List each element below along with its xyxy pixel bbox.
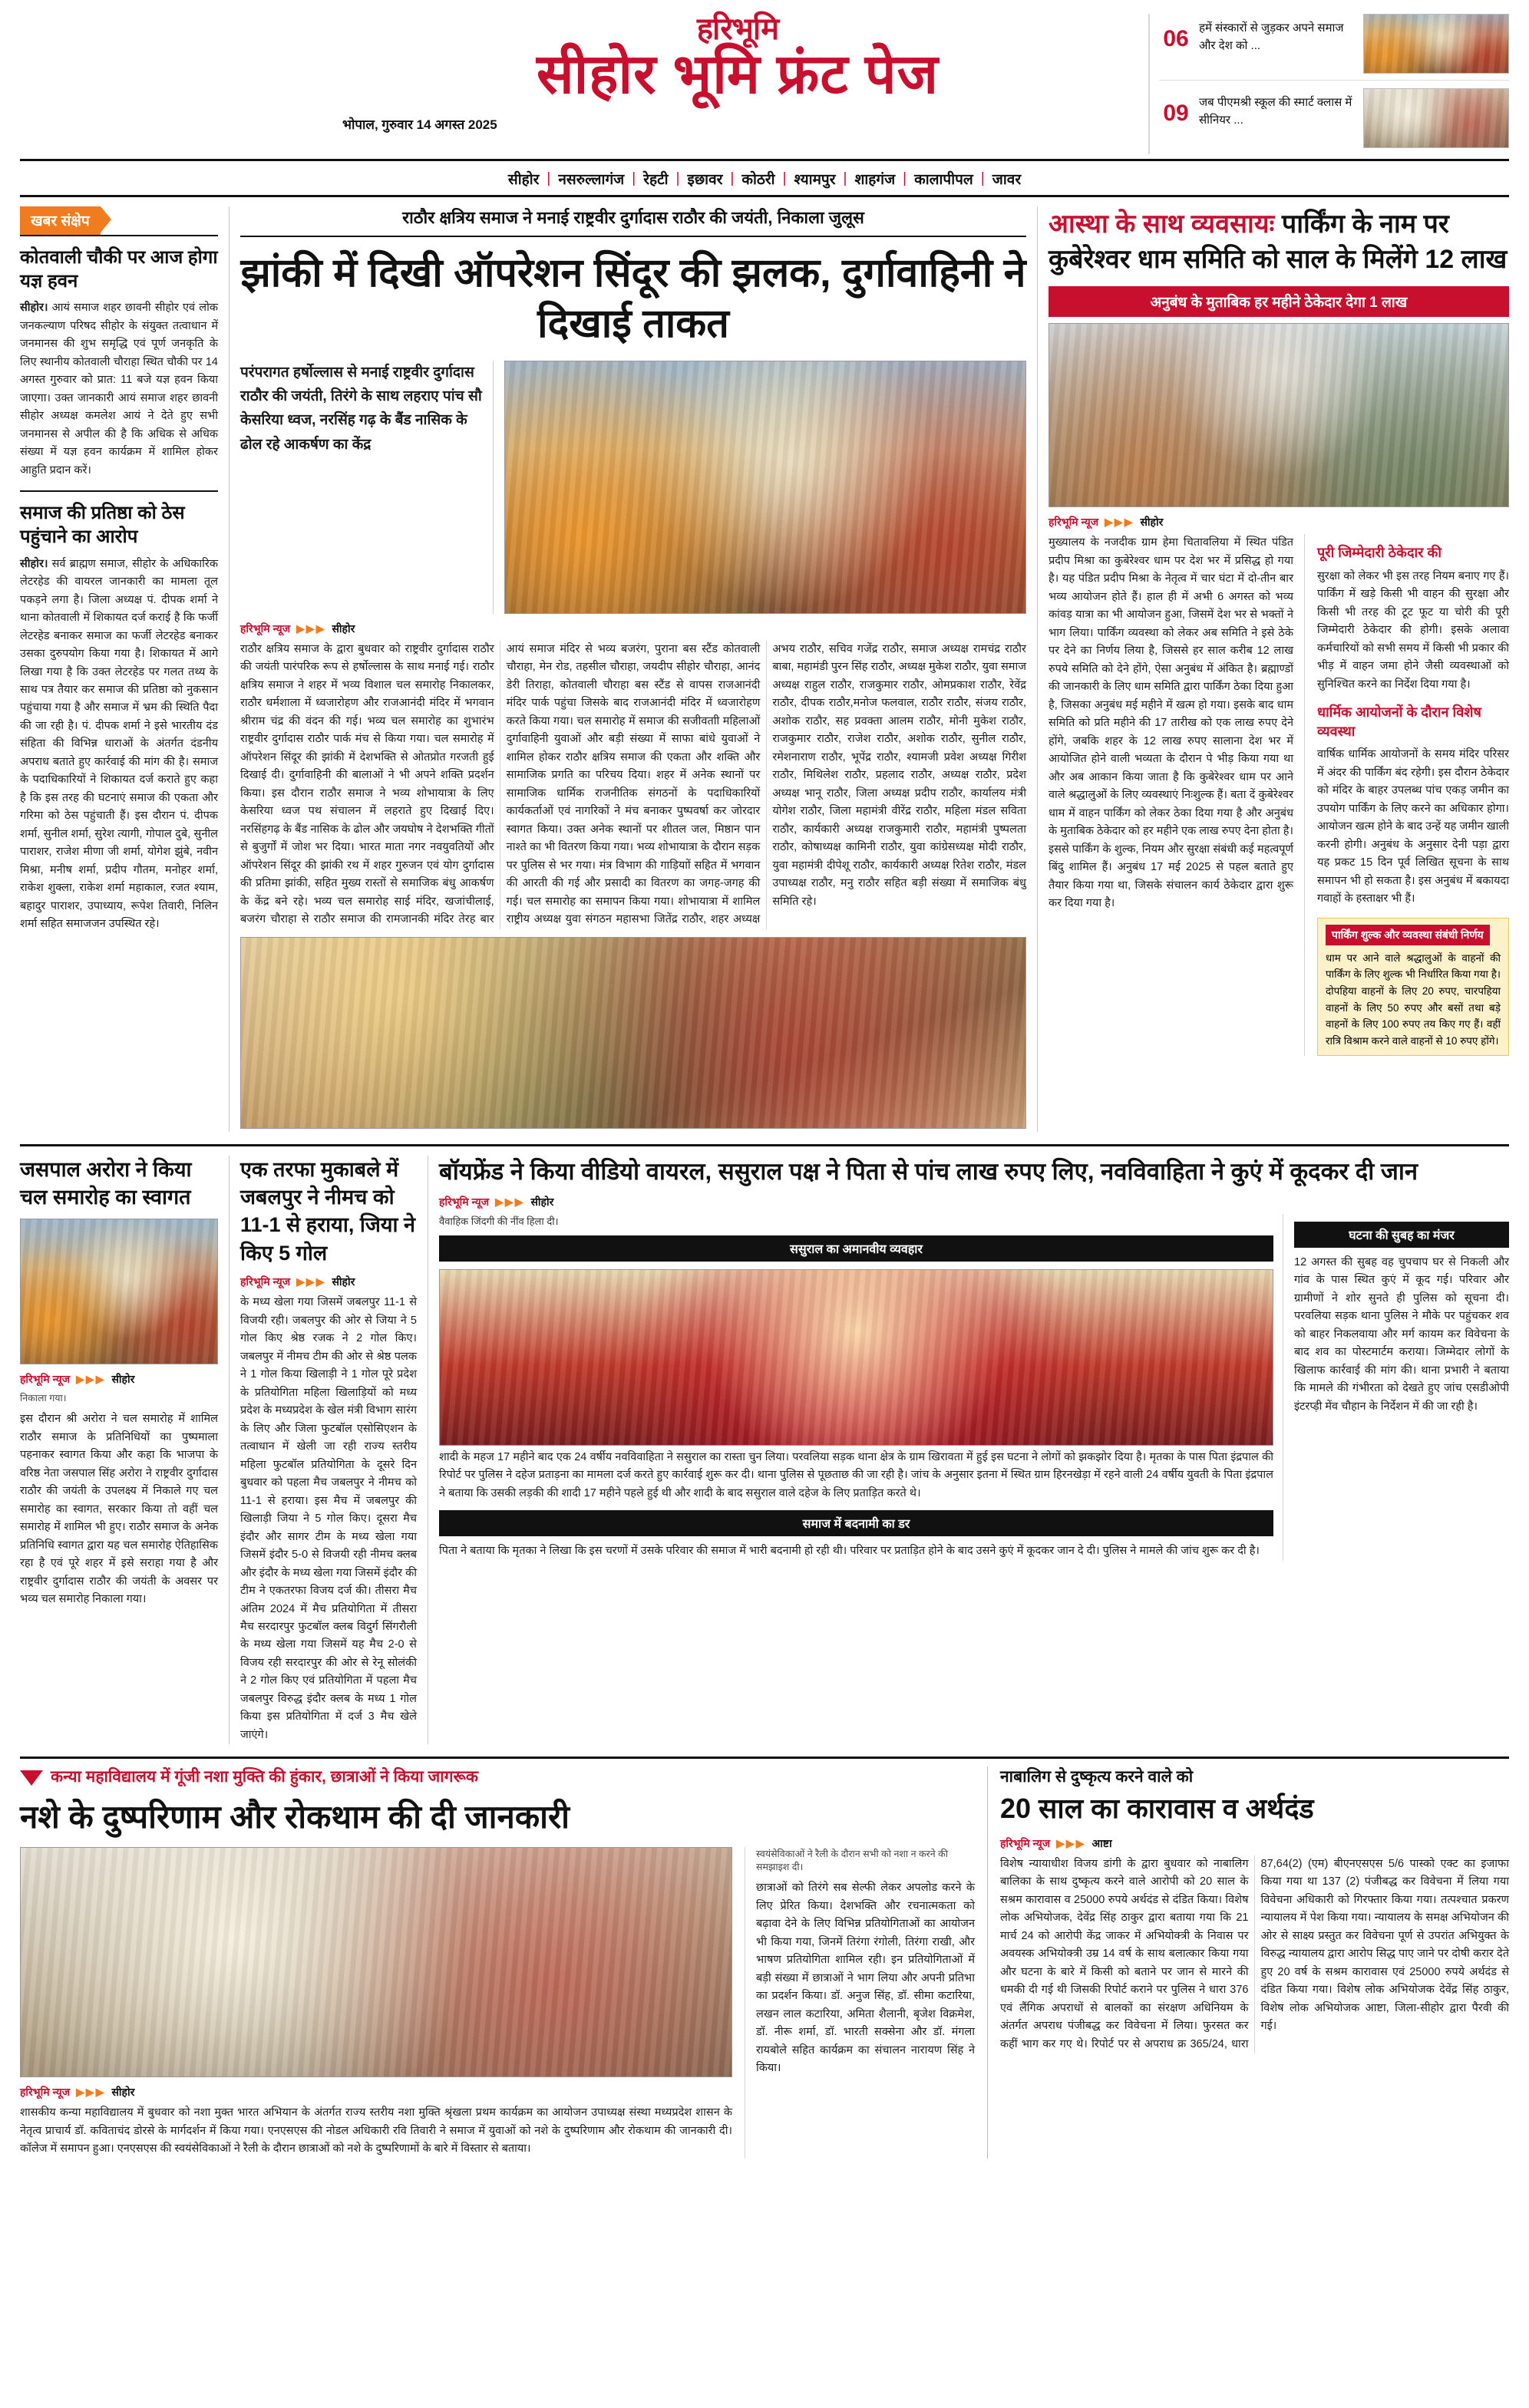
bride-sub2-head: समाज में बदनामी का डर (439, 1510, 1273, 1536)
masthead-promos (1148, 14, 1509, 154)
college-kicker-row (20, 1766, 975, 1788)
parking-sub1-head: पूरी जिम्मेदारी ठेकेदार की (1317, 545, 1442, 561)
dateline: भोपाल, गुरुवार 14 अगस्त 2025 (342, 117, 497, 132)
parking-fee-box (1317, 918, 1509, 1057)
byline-dots: ▶▶▶ (495, 1195, 525, 1208)
bride-body-row (439, 1214, 1509, 1561)
bride-sub3-head: घटना की सुबह का मंजर (1294, 1222, 1509, 1248)
edition-item[interactable]: जावर (992, 172, 1022, 188)
parking-story (1049, 206, 1509, 1132)
parking-red-strip: अनुबंध के मुताबिक हर महीने ठेकेदार देगा 1 लाख (1049, 286, 1509, 317)
edition-item[interactable]: शाहगंज (854, 172, 896, 188)
football-headline[interactable]: एक तरफा मुकाबले में जबलपुर ने नीमच को 11-1 से हराया, जिया ने किए 5 गोल (240, 1157, 415, 1265)
parking-sub1-body: सुरक्षा को लेकर भी इस तरह नियम बनाए गए हैं। पार्किंग में खड़े किसी भी वाहन की सुरक्षा और किसी भी तरह की टूट फूट या चोरी की पूरी जिम्मेदारी ठेकेदार की होगी। इसके अलावा कर्मचारियों को सभी समय में किसी भी प्रकार की भीड़ में वाहन जमा होने जैसी व्यवस्थाओं को सुनिश्चित करने का निर्देश दिया गया है। (1317, 569, 1509, 691)
divider (20, 235, 218, 236)
lead-photo-secondary (240, 937, 1026, 1129)
college-headline[interactable]: नशे के दुष्परिणाम और रोकथाम की दी जानकारी (20, 1798, 570, 1835)
promo-photo (1363, 14, 1509, 74)
byline-agency: हरिभूमि न्यूज (240, 1275, 291, 1288)
edition-strip (20, 161, 1509, 197)
bottom-band (20, 1757, 1509, 2158)
bride-sub1-head: ससुराल का अमानवीय व्यवहार (439, 1235, 1273, 1262)
parking-headline[interactable] (1049, 206, 1509, 277)
main-grid (20, 206, 1509, 1132)
byline-agency: हरिभूमि न्यूज (439, 1195, 490, 1208)
college-kicker: कन्या महाविद्यालय में गूंजी नशा मुक्ति की हुंकार, छात्राओं ने किया जागरूक (51, 1768, 478, 1786)
divider: | (547, 170, 551, 186)
bride-byline (439, 1195, 1509, 1209)
brief-place: सीहोर। (20, 557, 48, 570)
lead-standfirst: परंपरागत हर्षोल्लास से मनाई राष्ट्रवीर दुर्गादास राठौर की जयंती, तिरंगे के साथ लहराए पांच सौ केसरिया ध्वज, नरसिंह गढ़ के बैंड नासिक के ढोल रहे आकर्षण का केंद्र (240, 361, 494, 614)
parking-body-row (1049, 534, 1509, 1056)
college-story (20, 1766, 975, 2158)
edition-item[interactable]: श्यामपुर (794, 172, 836, 188)
byline-agency: हरिभूमि न्यूज (240, 622, 291, 635)
college-content-row (20, 1847, 975, 2158)
byline-place: सीहोर (332, 622, 355, 635)
football-body: के मध्य खेला गया जिसमें जबलपुर 11-1 से विजयी रही। जबलपुर की ओर से जिया ने 5 गोल किए श्रेष्ठ रजक ने 2 गोल किए। जबलपुर में नीमच टीम की ओर से श्रेष्ठ पलक ने 1 गोल किया खिलाड़ी ने 1 गोल पूरे प्रदेश के प्रतियोगिता महिला खिलाड़ियों को मध्य प्रदेश के मध्यप्रदेश के खेल मंत्री विभाग सारंग के लिए और जिला फुटबॉल एसोसिएशन के तत्वाधान में खेली जा रही राज्य स्तरीय महिला फुटबॉल प्रतियोगिता के दूसरे दिन बुधवार को पहला मैच जबलपुर ने नीमच को 11-1 से हराया। इस मैच में जबलपुर की खिलाड़ी जिया ने 5 गोल किए। दूसरा मैच इंदौर और सागर टीम के मध्य खेला गया जिसमें इंदौर 5-0 से विजयी रही नीमच क्लब और इंदौर के मध्य खेला गया जिसमें इंदौर की टीम ने एकतरफा विजय दर्ज की। तीसरा मैच अंतिम 2024 में मैच प्रतियोगिता में तीसरा मैच सरदारपुर फुटबॉल क्लब विदुर्ग सिंगरौली के मध्य खेला गया जिसमें यह मैच 2-0 से विजय रही सरदारपुर की ओर से रेनू सोलंकी ने 2 गोल किए एवं प्रतियोगिता में पहला मैच जबलपुर विरुद्ध इंदौर क्लब के मध्य 1 गोल किया इस प्रतियोगिता में दर्ज 3 मैच खेले जाएंगे। (240, 1296, 417, 1741)
byline-agency: हरिभूमि न्यूज (20, 2086, 71, 2099)
byline-agency: हरिभूमि न्यूज (1049, 516, 1099, 529)
divider (20, 490, 218, 492)
bride-col-1 (439, 1214, 1283, 1561)
college-col-1 (20, 1847, 732, 2158)
bride-body-2: पिता ने बताया कि मृतका ने लिखा कि इस चरणों में उसके परिवार की समाज में भारी बदनामी हो रही थी। परिवार पर प्रताड़ित होने के बाद उसने कुएं में कूदकर जान दे दी। पुलिस ने मामले की जांच शुरू कर दी है। (439, 1545, 1260, 1558)
byline-place: आष्टा (1091, 1836, 1112, 1849)
page-title: सीहोर भूमि फ्रंट पेज (536, 44, 940, 105)
triangle-marker-icon (20, 1770, 43, 1786)
edition-item[interactable]: रेहटी (643, 172, 669, 188)
brief-place: सीहोर। (20, 302, 48, 315)
byline-agency: हरिभूमि न्यूज (1000, 1836, 1051, 1849)
bride-lead: वैवाहिक जिंदगी की नींव हिला दी। (439, 1215, 559, 1227)
football-story (240, 1156, 417, 1745)
promo-photo (1363, 88, 1509, 148)
parking-headline-rest: पार्किंग के नाम पर कुबेरेश्वर धाम समिति को साल के मिलेंगे 12 लाख (1049, 209, 1508, 275)
byline-place: सीहोर (111, 1373, 135, 1386)
lead-photo (504, 361, 1026, 614)
byline-place: सीहोर (111, 2086, 135, 2099)
college-body-2: छात्राओं को तिरंगे सब सेल्फी लेकर अपलोड करने के लिए प्रेरित किया। देशभक्ति और रचनात्मकता को बढ़ावा देने के लिए विभिन्न प्रतियोगिताओं का आयोजन भी किया गया, जिनमें तिरंगा रंगोली, तिरंगा राखी, और भाषण प्रतियोगिता शामिल रही। इन प्रतियोगिताओं में बड़ी संख्या में छात्राओं ने भाग लिया और अपनी प्रतिभा का प्रदर्शन किया। डॉ. अनुज सिंह, डॉ. सीमा कटारिया, लखन लाल कटारिया, अमिता शैलानी, बृजेश विक्रमेश, डॉ. नीरू शर्मा, डॉ. भारती सक्सेना और डॉ. मंगला रायबोले सहित कार्यक्रम का संचालन नारायण सिंह ने किया। (756, 1882, 975, 2075)
football-byline (240, 1275, 417, 1289)
jaspal-headline[interactable]: जसपाल अरोरा ने किया चल समारोह का स्वागत (20, 1157, 192, 1209)
byline-dots: ▶▶▶ (296, 622, 326, 635)
bride-story (439, 1156, 1509, 1745)
jaspal-story (20, 1156, 218, 1745)
byline-place: सीहोर (530, 1195, 554, 1208)
divider: | (632, 170, 636, 186)
edition-item[interactable]: कालापीपल (914, 172, 973, 188)
divider: | (675, 170, 680, 186)
jaspal-caption: निकाला गया। (20, 1393, 67, 1404)
promo-page-number: 09 (1163, 101, 1189, 126)
parking-body-col (1049, 534, 1305, 1056)
news-brief-column (20, 206, 218, 1132)
masthead-center (327, 14, 1148, 133)
lead-headline[interactable]: झांकी में दिखी ऑपरेशन सिंदूर की झलक, दुर्गावाहिनी ने दिखाई ताकत (240, 250, 1026, 347)
court-body (1000, 1855, 1509, 2053)
byline-dots: ▶▶▶ (1056, 1836, 1086, 1849)
bride-body-1: शादी के महज 17 महीने बाद एक 24 वर्षीय नवविवाहिता ने ससुराल का रास्ता चुन लिया। परवलिया सड़क थाना क्षेत्र के ग्राम खिरावता में हुई इस घटना ने लोगों को झकझोर दिया है। मृतका के पास पिता इंद्रपाल की रिपोर्ट पर पुलिस ने दहेज प्रताड़ना का मामला दर्ज करते हुए कार्रवाई शुरू कर दी। थाना पुलिस से पूछताछ की जा रही है। जांच के अनुसार इतना में स्थित ग्राम हिरनखेड़ा में रहने वाली 24 वर्षीय युवती के पिता इंद्रपाल ने बताया कि उसकी लड़की की शादी 17 महीने पहले हुई थी और शादी के बाद ससुराल वाले दहेज के लिए प्रताड़ित करते थे। (439, 1450, 1273, 1499)
parking-side-col (1317, 534, 1509, 1056)
college-body-1: शासकीय कन्या महाविद्यालय में बुधवार को नशा मुक्त भारत अभियान के अंतर्गत राज्य स्तरीय नशा मुक्ति श्रृंखला प्रथम कार्यक्रम का आयोजन उपाध्यक्ष संस्था मध्यप्रदेश शासन के नेतृत्व प्राचार्य डॉ. कविताचंद डोरसे के मार्गदर्शन में किया गया। एनएसएस की नोडल अधिकारी रवि तिवारी ने समाज में युवाओं को नशे के दुष्परिणाम और रोकथाम की जानकारी दी। कॉलेज में समापन हुआ। एनएसएस की स्वयंसेविकाओं ने रैली के दौरान छात्राओं को नशे के दुष्परिणामों के बारे में विस्तार से बताया। (20, 2106, 732, 2156)
lead-kicker: राठौर क्षत्रिय समाज ने मनाई राष्ट्रवीर दुर्गादास राठौर की जयंती, निकाला जुलूस (240, 206, 1026, 237)
parking-fee-box-body: धाम पर आने वाले श्रद्धालुओं के वाहनों की पार्किंग के लिए शुल्क भी निर्धारित किया गया है। दोपहिया वाहनों के लिए 20 रुपए, चारपहिया वाहनों के लिए 50 रुपए और बसों तथा बड़े वाहनों के लिए 100 रुपए तय किए गए हैं। वहीं रात्रि विश्राम करने वाले वाहनों से 10 रुपए होंगे। (1326, 952, 1501, 1047)
promo-page-number: 06 (1163, 26, 1189, 51)
lead-byline (240, 622, 1026, 636)
college-col-2 (745, 1847, 975, 2158)
news-brief-label: खबर संक्षेप (20, 206, 101, 235)
middle-band (20, 1144, 1509, 1745)
parking-photo (1049, 323, 1509, 507)
court-body-2: फुरसत कर कहीं भाग कर गए थे। रिपोर्ट पर से अपराध क्र 365/24, धारा 87,64(2) (एम) बीएनएसएस 5/6 पास्को एक्ट का इजाफा किया गया था 137 (2) पंजीबद्ध कर विवेचना में लिया गया विवेचना अधिकारी को गिरफ्तार किया गया। तत्पश्चात प्रकरण न्यायालय में पेश किया गया। न्यायालय के समक्ष अभियोजन की ओर से साक्ष्य प्रस्तुत कर विवेचना पूर्ण से उपरांत अभियुक्त के विरुद्ध न्यायालय द्वारा आरोप सिद्ध पाए जाने पर दोषी करार देते हुए 20 वर्ष के सश्रम कारावास एवं 25000 रुपये अर्थदंड से दंडित किया गया। विशेष लोक अभियोजक देवेंद्र सिंह ठाकुर, विशेष लोक अभियोजक आष्टा, जिला-सीहोर द्वारा पैरवी की गई। (1000, 1857, 1509, 2050)
college-caption: स्वयंसेविकाओं ने रैली के दौरान सभी को नशा न करने की समझाइश दी। (756, 1849, 948, 1873)
promo-item[interactable] (1159, 14, 1509, 81)
brief-headline[interactable]: समाज की प्रतिष्ठा को ठेस पहुंचाने का आरोप (20, 503, 185, 548)
court-story (987, 1766, 1509, 2158)
masthead-left-spacer (20, 14, 327, 75)
parking-body-text: मुख्यालय के नजदीक ग्राम हेमा चितावलिया में स्थित पंडित प्रदीप मिश्रा का कुबेरेश्वर धाम पर देश भर में प्रसिद्ध हो गया है। यह पंडित प्रदीप मिश्रा के नेतृत्व में चार घंटा में दो-तीन बार भव्य आयोजन होते हैं। हाल ही में अभी 6 अगस्त को भव्य कांवड़ यात्रा का भी आयोजन हुआ, जिसमें देश भर से भक्तों ने भाग लिया। पार्किंग व्यवस्था को लेकर अब समिति ने इसे ठेके पर देने का निर्णय लिया है, जिससे हर साल करीब 12 लाख रुपये समिति को देने होंगे, ऐसा अनुबंध में अंकित है। ब्रह्माण्डों की जानकारी के लिए धाम समिति द्वारा पार्किंग ठेका दिया हुआ है, जिसका अनुबंध मई महीने में खत्म हो गया। इसके बाद धाम समिति को प्रति महीने की 17 तारीख को एक लाख रुपए देने होंगे, जबकि शहर के 12 लाख रुपए सालाना देश भर में आयोजित होने वाली भव्यता के दौरान पे भीड़ किया गया था और अब आकान किया जाता है कि कुबेरेश्वर धाम पर आने वाले श्रद्धालुओं के लिए व्यवस्थाएं निःशुल्क हैं। बता दें कुबेरेश्वर धाम में वाहन पार्किंग को लेकर ठेका दिया गया है और अनुबंध के मुताबिक ठेकेदार को हर महीने एक लाख रुपए देना होता है। इससे पार्किंग के शुल्क, नियम और सुरक्षा संबंधी कई महत्वपूर्ण बिंदु शामिल हैं। अनुबंध 17 मई 2025 से पहल बताते हुए तैयार किया गया था, जिसके संचालन कार्य ठेकेदार द्वारा शुरू कर दिया गया है। (1049, 536, 1293, 910)
promo-text: जब पीएमश्री स्कूल की स्मार्ट क्लास में सीनियर ... (1199, 96, 1352, 127)
brief-body (20, 299, 218, 480)
byline-dots: ▶▶▶ (76, 2086, 106, 2099)
promo-text: हमें संस्कारों से जुड़कर अपने समाज और देश को ... (1199, 21, 1344, 52)
parking-headline-prefix: आस्था के साथ व्यवसायः (1049, 209, 1275, 239)
news-brief-tab (20, 206, 218, 235)
divider: | (782, 170, 787, 186)
bride-body-3: 12 अगस्त की सुबह वह चुपचाप घर से निकली और गांव के पास स्थित कुएं में कूद गई। परिवार और ग्रामीणों ने शोर सुनते ही पुलिस को सूचना दी। परवलिया सड़क थाना पुलिस ने मौके पर पहुंचकर शव को बाहर निकलवाया और मर्ग कायम कर विवेचना के बाद शव का पोस्टमार्टम कराया। जिम्मेदार लोगों के खिलाफ कार्रवाई की मांग की। थाना प्रभारी ने बताया कि मामले की गंभीरता को देखते हुए जांच एसडीओपी इंटरप्ड़ी मेंव चौहान के निर्देशन में की जा रही है। (1294, 1255, 1509, 1413)
divider (229, 206, 230, 1132)
bride-photo (439, 1269, 1273, 1446)
brand-logo-text: हरिभूमि (696, 12, 779, 46)
lead-story (240, 206, 1026, 1132)
edition-item[interactable]: नसरुल्लागंज (558, 172, 625, 188)
divider: | (980, 170, 985, 186)
parking-sub2-body: वार्षिक धार्मिक आयोजनों के समय मंदिर परिसर में अंदर की पार्किंग बंद रहेगी। इस दौरान ठेकेदार को मंदिर के बाहर उपलब्ध पांच एकड़ जमीन का उपयोग पार्किंग के लिए करने का अधिकार होगा। आयोजन खत्म होने के बाद उन्हें यह जमीन खाली करनी होगी। अनुबंध के अनुसार देनी पड़ा द्वारा यह प्रकट 15 दिन पूर्व लिखित सूचना के साथ समापन भी हो सकता है। इस अनुबंध में बकायदा गवाहों के हस्ताक्षर भी हैं। (1317, 748, 1509, 905)
bride-col-2 (1294, 1214, 1509, 1561)
parking-fee-box-title: पार्किंग शुल्क और व्यवस्था संबंधी निर्णय (1326, 925, 1490, 945)
college-photo (20, 1847, 732, 2077)
masthead (20, 14, 1509, 161)
divider: | (903, 170, 907, 186)
byline-dots: ▶▶▶ (76, 1373, 106, 1386)
parking-byline (1049, 515, 1509, 529)
byline-place: सीहोर (332, 1275, 355, 1288)
divider: | (730, 170, 735, 186)
promo-item[interactable] (1159, 88, 1509, 154)
lead-body (240, 641, 1026, 929)
brief-body-text: सर्व ब्राह्मण समाज, सीहोर के अधिकारिक लेटरहेड की वायरल जानकारी का मामला तूल पकड़ने लगा है। जिला अध्यक्ष पं. दीपक शर्मा ने थाना कोतवाली में शिकायत दर्ज कराई है कि फर्जी लेटरहेड बनाकर समाज का फर्जी लेटरहेड बनाकर उसका दुरुपयोग किया गया है। शिकायत में आगे लिखा गया है कि उक्त लेटरहेड पर गलत तथ्य के साथ पत्र तैयार कर समाज की प्रतिष्ठा को नुकसान पहुंचाया गया है और समाज में भ्रम की स्थिति पैदा की जा रही है। पं. दीपक शर्मा ने इसे भारतीय दंड संहिता की विभिन्न धाराओं के अंतर्गत दंडनीय अपराध बताते हुए कार्रवाई की मांग की है। समाज के पदाधिकारियों ने शिकायत दर्ज कराते हुए कहा है कि इस तरह की घटनाएं समाज की एकता और गरिमा को ठेस पहुंचाती हैं। इस दौरान पं. दीपक शर्मा, सुनील शर्मा, सुरेश त्यागी, गोपाल दुबे, सुनील पाराशर, राजेश मीणा जी शर्मा, योगेश झुंबे, नवीन मिश्रा, मनीष शर्मा, प्रदीप गौतम, मनोहर शर्मा, राकेश शुक्ला, राकेश शर्मा महाकाल, रजत श्याम, बहादुर पाराशर, उपाध्याय, रूपेश तिवारी, निलिन शर्मा सहित समाजजन उपस्थित रहे। (20, 557, 219, 931)
jaspal-body: इस दौरान श्री अरोरा ने चल समारोह में शामिल राठौर समाज के प्रतिनिधियों का पुष्पमाला पहनाकर स्वागत किया और कहा कि भाजपा के वरिष्ठ नेता जसपाल सिंह अरोरा ने राष्ट्रवीर दुर्गादास राठौर की जयंती के उपलक्ष्य में निकाले गए चल समारोह का स्वागत, सरकार किया तो वहीं चल समारोह में शामिल भी हुए। राठौर समाज के अनेक प्रतिनिधि स्वागत द्वारा यह चल समारोह ऐतिहासिक रहा है एवं पूरे शहर में इसे सराहा गया है और राष्ट्रवीर दुर्गादास राठौर की जयंती के अवसर पर भव्य चल समारोह निकाला गया। (20, 1413, 218, 1606)
lead-body-text: राठौर क्षत्रिय समाज के द्वारा बुधवार को राष्ट्रवीर दुर्गादास राठौर की जयंती पारंपरिक रूप से हर्षोल्लास के साथ मनाई गई। राठौर क्षत्रिय समाज ने शहर में भव्य विशाल चल समारोह निकालकर, राठौर धर्मशाला में ध्वजारोहण और राजआनंदी मंदिर में भगवान श्रीराम चंद्र की वंदन की गई। भव्य चल समारोह का शुभारंभ राष्ट्रवीर दुर्गादास राठौर पार्क मंच से किया गया। चल समारोह में ऑपरेशन सिंदूर की झांकी में देशभक्ति से ओतप्रोत गरजती हुई दिखाई दी। दुर्गावाहिनी की बालाओं ने भी अपने शक्ति प्रदर्शन किया। इस दौरान राठौर समाज ने भव्य शोभायात्रा के लिए केसरिया ध्वज पथ संचालन में लहराते हुए दिखाई दिए। नरसिंहगढ़ के बैंड नासिक के ढोल और जयघोष ने देशभक्ति गीतों से बुजुर्गों में जोश भर दिया। भारत माता नगर नवयुवतियों और ऑपरेशन सिंदूर की झांकी रथ में शहर गुरुजन एवं योग दुर्गादास की प्रतिमा झांकी, सहित मुख्य रास्तों से समाजिक बंधु आकर्षण के केंद्र बने रहे। भव्य चल समारोह साई मंदिर, खजांचीलाई, बजरंग चौराहा से राठौर समाज की रामजानकी मंदिर तेरह बार आयं समाज मंदिर से भव्य बजरंग, पुराना बस स्टैंड कोतवाली चौराहा, मेन रोड, तहसील चौराहा, जयदीप सीहोर चौराहा, आनंद डेरी तिराहा, कोतवाली चौराहा बस स्टैंड से वापस राजआनंदी मंदिर पार्क पहुंचा जिसके बाद राजआनंदी मंदिर में ध्वजारोहण करते किया गया। चल समारोह में समाज की सजीवताी महिलाओं दुर्गावाहिनी युवाओं और बड़ी संख्या में साफा बांधे युवाओं ने शामिल होकर राठौर क्षत्रिय समाज की एकता और शक्ति और सामाजिक प्रगति का परिचय दिया। शहर में अनेक स्थानों पर सामाजिक धार्मिक राजनीतिक संगठनों के पदाधिकारियों कार्यकर्ताओं एवं नागरिकों ने मंच बनाकर पुष्पवर्षा कर जोरदार स्वागत किया। उक्त अनेक स्थानों पर शीतल जल, मिष्ठान पान नाश्ते का भी वितरण किया गया। भव्य शोभायात्रा के दौरान सड़क पर पुलिस से भर गया। मंत्र विभाग की गाड़ियाों सहित में भगवान की आरती की गई और प्रसादी का वितरण का जगह-जगह की गई। चल समारोह का समापन किया गया। शोभायात्रा में शामिल राष्ट्रीय अध्यक्ष युवा संगठन महासभा जितेंद्र राठौर, शहर अध्यक्ष अभय राठौर, सचिव गजेंद्र राठौर, समाज अध्यक्ष रामचंद्र राठौर बाबा, महामंडी पुरन सिंह राठौर, अध्यक्ष मुकेश राठौर, युवा समाज अध्यक्ष राहुल राठौर, राजकुमार राठौर, ओमप्रकाश राठौर, रेवेंद्र राठौर, दीपक राठौर,मनोज फलवाल, राठौर राठौर, संजय राठौर, अशोक राठौर, सह प्रवक्ता आलम राठौर, मोनी मुकेश राठौर, राजकुमार राठौर, राजेश राठौर, अशोक राठौर, सुनील राठौर, रमेशनाराण राठौर, भूपेंद्र राठौर, श्यामजी प्रवेश अध्यक्ष गिरीश राठौर, मिथिलेश राठौर, प्रहलाद राठौर, अध्यक्ष राठौर, प्रदेश अध्यक्ष भानू राठौर, जिला अध्यक्ष प्रदीप राठौर, कार्यालय मंत्री योगेश राठौर, जिला महामंत्री वीरेंद्र राठौर, महिला मंडल सविता राठौर, कार्यकारी अध्यक्ष राजकुमारी राठौर, महामंत्री पुष्पलता राठौर, कोषाध्यक्ष कामिनी राठौर, युवा कांग्रेसध्यक्ष मोदी राठौर, युवा महामंत्री दीपेशू राठौर, कार्यकारी अध्यक्ष रितेश राठौर, मंडल उपाध्यक्ष राठौर, मनु राठौर सहित बड़ी संख्या में समाजिक बंधु समिति रहे। (240, 642, 1026, 926)
brief-body (20, 556, 218, 934)
bride-headline[interactable]: बॉयफ्रेंड ने किया वीडियो वायरल, ससुराल पक्ष ने पिता से पांच लाख रुपए लिए, नवविवाहिता ने कुएं में कूदकर दी जान (439, 1157, 1418, 1185)
court-body-1: विशेष न्यायाधीश विजय डांगी के द्वारा बुधवार को नाबालिग बालिका के साथ दुष्कृत्य करने वाले आरोपी को 20 साल के सश्रम कारावास व 25000 रुपये अर्थदंड से दंडित किया। विशेष लोक अभियोजक, देवेंद्र सिंह ठाकुर द्वारा बताया गया कि 21 मार्च 24 को आरोपी केंद्र जाकर में अभियोक्त्री के निवास पर अवयस्क अभियोक्त्री उम्र 14 वर्ष के साथ बलात्कार किया गया और घटना के बारे में किसी को बताने पर जान से मारने की धमकी दी गई थी जिसकी रिपोर्ट कराने पर पुलिस ने धारा 376 एवं लैंगिक अपराधों से बालकों का संरक्षण अधिनियम के अंतर्गत अपराध पंजीबद्ध कर विवेचना में लिया। (1000, 1857, 1249, 2033)
parking-sub2-head: धार्मिक आयोजनों के दौरान विशेष व्यवस्था (1317, 704, 1481, 740)
brief-headline[interactable]: कोतवाली चौकी पर आज होगा यज्ञ हवन (20, 247, 218, 292)
court-headline[interactable]: 20 साल का कारावास व अर्थदंड (1000, 1792, 1314, 1824)
byline-dots: ▶▶▶ (296, 1275, 326, 1288)
edition-item[interactable]: सीहोर (507, 172, 540, 188)
court-kicker: नाबालिग से दुष्कृत्य करने वाले को (1000, 1768, 1194, 1786)
court-byline (1000, 1836, 1509, 1851)
jaspal-byline (20, 1372, 218, 1387)
byline-dots: ▶▶▶ (1105, 516, 1134, 529)
lead-top-row (240, 361, 1026, 614)
jaspal-photo (20, 1219, 218, 1364)
edition-item[interactable]: इछावर (687, 172, 723, 188)
divider: | (843, 170, 847, 186)
edition-item[interactable]: कोठरी (741, 172, 775, 188)
byline-agency: हरिभूमि न्यूज (20, 1373, 71, 1386)
college-byline (20, 2085, 732, 2100)
brief-body-text: आयं समाज शहर छावनी सीहोर एवं लोक जनकल्याण परिषद सीहोर के संयुक्त तत्वाधान में जनमानस की शुभ समृद्धि एवं पूर्ण जनकृति के लिए स्थानीय कोतवाली चौराहा स्थित चौकी पर 14 अगस्त गुरुवार को प्रात: 11 बजे यज्ञ हवन किया जाएगा। उक्त जानकारी आयं समाज शहर छावनी सीहोर अध्यक्ष कमलेश आयं ने देते हुए सभी जनमानस से अपील की है कि अधिक से अधिक संख्या में यज्ञ हवन कार्यक्रम में शामिल होकर आहुति प्रदान करें। (20, 302, 218, 477)
byline-place: सीहोर (1140, 516, 1164, 529)
divider (229, 1156, 230, 1745)
divider (1037, 206, 1038, 1132)
